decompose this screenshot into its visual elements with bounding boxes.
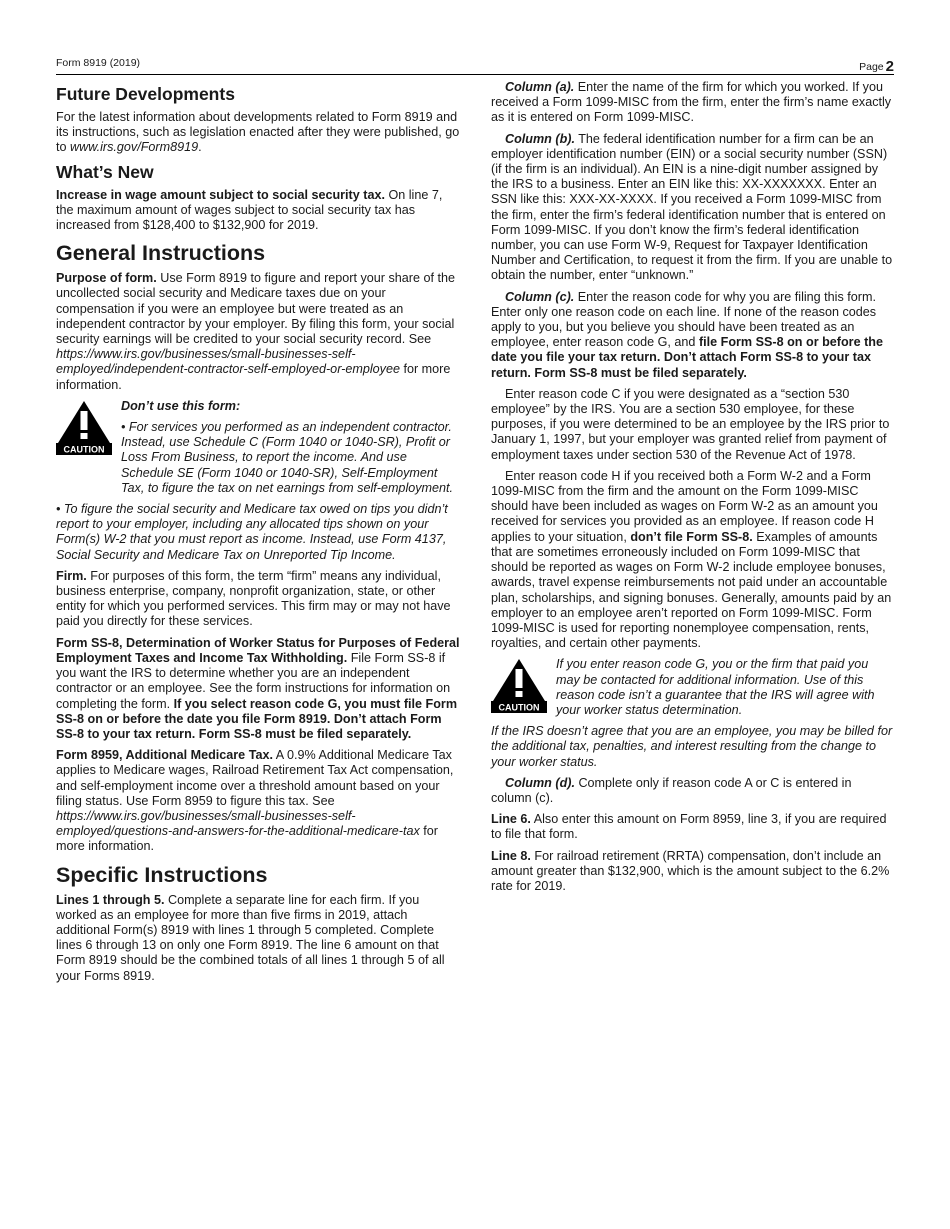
page-number: 2: [885, 58, 894, 75]
form-ss8-text: Form SS-8, Determination of Worker Status for Purposes of Federal Employment Taxes and Income Tax Withholding. File Form SS-8 if you want the IRS to determine whether you are an independent contractor or an employee. See the form instructions for information on completing the form. If you select reason code G, you must file Form SS-8 on or before the date you file Form 8919. Don’t attach Form SS-8 to your tax return. Form SS-8 must be filed separately.: [56, 635, 460, 741]
dont-use-caution: [56, 399, 460, 496]
reason-code-c-text: Enter reason code C if you were designated as a “section 530 employee” by the IRS. You are a section 530 employee, for these purposes, if you were determined to be an employee by the IRS prior to January 1, 1997, but your employer was granted relief from payment of employment taxes under section 530 of the Revenue Act of 1978.: [491, 386, 890, 462]
column-a-text: Column (a). Enter the name of the firm for which you worked. If you received a Form 1099-MISC from the firm, enter the firm’s name exactly as it is entered on Form 1099-MISC.: [491, 80, 892, 125]
future-developments-text: For the latest information about developments related to Form 8919 and its instructions, such as legislation enacted after they were published, go to www.irs.gov/Form8919.: [56, 110, 460, 155]
column-d-text: Column (d). Complete only if reason code A or C is entered in column (c).: [491, 775, 852, 805]
column-c-text: Column (c). Enter the reason code for why you are filing this form. Enter only one reason code on each line. If none of the reason codes apply to you, but you believe you should have been treated as an employee, enter reason code G, and file Form SS-8 on or before the date you file your tax return. Don’t attach Form SS-8 to your tax return. Form SS-8 must be filed separately.: [491, 289, 883, 380]
caution-text-continued: If the IRS doesn’t agree that you are an employee, you may be billed for the additional tax, penalties, and interest resulting from the change to your worker status.: [491, 724, 893, 769]
reason-code-g-caution: [491, 657, 895, 718]
reason-code-h-text: Enter reason code H if you received both a Form W-2 and a Form 1099-MISC from the firm and the amount on the Form 1099-MISC should have been included as wages on Form W-2 as an amount you received for services you provided as an employee. If reason code H applies to your situation, don’t file Form SS-8. Examples of amounts that are sometimes erroneously included on Form 1099-MISC that should be reported as wages on Form W-2 include employee bonuses, awards, travel expense reimbursements not paid under an accountable plan, scholarships, and signing bonuses. Generally, amounts paid by an employer to an employee aren’t reported on Form 1099-MISC. Form 1099-MISC is used for reporting nonemployee compensation, rents, royalties, and certain other payments.: [491, 468, 892, 651]
dont-use-heading: Don’t use this form:: [121, 398, 241, 413]
form-link[interactable]: www.irs.gov/Form8919: [70, 140, 199, 155]
caution-icon: [56, 399, 112, 455]
additional-medicare-link[interactable]: https://www.irs.gov/businesses/small-businesses-self-employed/questions-and-answers-for-the-additional-medicare-tax: [56, 808, 420, 839]
column-b-text: Column (b). The federal identification number for a firm can be an employer identification number (EIN) or a social security number (SSN) (if the firm is an individual). An EIN is a nine-digit number assigned by the IRS to a business. Enter an EIN like this: XX-XXXXXXX. Enter an SSN like this: XXX-XX-XXXX. If you received a Form 1099-MISC from the firm, enter the firm’s federal identification number that is entered on Form 1099-MISC. If you don’t know the firm’s federal identification number, you can use Form W-9, Request for Taxpayer Identification Number and Certification, to request it from the firm. If you are unable to obtain the number, enter “unknown.”: [491, 131, 893, 283]
caution-icon: [491, 657, 547, 713]
specific-instructions-heading: Specific Instructions: [56, 862, 268, 887]
caution-label: CAUTION: [498, 702, 540, 713]
firm-text: Firm. For purposes of this form, the term “firm” means any individual, business enterprise, company, nonprofit organization, state, or other entity for which you performed services. This firm may or may not have paid you directly for these services.: [56, 568, 451, 629]
page-label: Page: [859, 61, 884, 73]
page-indicator: [859, 57, 894, 74]
page-header: [56, 54, 894, 75]
general-instructions-heading: General Instructions: [56, 241, 266, 266]
form-8959-text: Form 8959, Additional Medicare Tax. A 0.9% Additional Medicare Tax applies to Medicare wages, Railroad Retirement Tax Act compensation, and self-employment income over a threshold amount based on your filing status. Use Form 8959 to figure this tax. See https://www.irs.gov/businesses/small-businesses-self-employed/questions-and-answers-for-the-additional-medicare-tax for more information.: [56, 748, 454, 854]
caution-text: If you enter reason code G, you or the firm that paid you may be contacted for additional information. Use of this reason code isn’t a guarantee that the IRS will agree with your worker status determination.: [556, 657, 875, 717]
left-column: [56, 80, 460, 990]
form-label: Form 8919 (2019): [56, 57, 141, 69]
purpose-of-form-text: Purpose of form. Use Form 8919 to figure and report your share of the uncollected social security and Medicare taxes due on your compensation if you were an employee but were treated as an independent contractor by your employer. By filing this form, your social security earnings will be credited to your social security record. See https://www.irs.gov/businesses/small-businesses-self-employed/independent-contractor-self-employed-or-employee for more information.: [56, 271, 455, 392]
lines-1-5-text: Lines 1 through 5. Complete a separate line for each firm. If you worked as an employee for more than five firms in 2019, attach additional Form(s) 8919 with lines 1 through 5 completed. Complete lines 6 through 13 on only one Form 8919. The line 6 amount on that Form 8919 should be the combined totals of all lines 1 through 5 of all your Forms 8919.: [56, 892, 445, 983]
independent-contractor-link[interactable]: https://www.irs.gov/businesses/small-businesses-self-employed/independent-contractor-self-employed-or-employee: [56, 347, 400, 377]
whats-new-heading: What’s New: [56, 161, 154, 182]
caution-label: CAUTION: [63, 444, 105, 455]
line-6-text: Line 6. Also enter this amount on Form 8959, line 3, if you are required to file that form.: [491, 812, 887, 842]
line-8-text: Line 8. For railroad retirement (RRTA) compensation, don’t include an amount greater than $132,900, which is the amount subject to the 6.2% rate for 2019.: [491, 848, 890, 893]
future-developments-heading: Future Developments: [56, 84, 235, 104]
right-column: [491, 80, 895, 900]
dont-use-bullet-2: • To figure the social security and Medicare tax owed on tips you didn’t report to your employer, including any allocated tips shown on your Form(s) W-2 that you must report as income. Instead, use Form 4137, Social Security and Medicare Tax on Unreported Tip Income.: [56, 502, 448, 562]
dont-use-bullet-1: • For services you performed as an independent contractor. Instead, use Schedule C (Form 1040 or 1040-SR), Profit or Loss From Business, to report the income. And use Schedule SE (Form 1040 or 1040-SR), Self-Employment Tax, to figure the tax on net earnings from self-employment.: [121, 420, 454, 495]
whats-new-text: Increase in wage amount subject to social security tax. On line 7, the maximum amount of wages subject to social security tax has increased from $128,400 to $132,900 for 2019.: [56, 187, 443, 233]
